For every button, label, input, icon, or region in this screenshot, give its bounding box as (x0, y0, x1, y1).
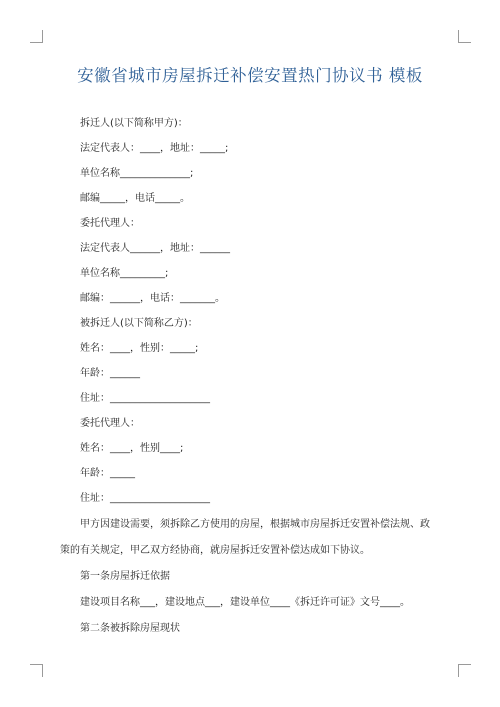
document-title: 安徽省城市房屋拆迁补偿安置热门协议书 模板 (77, 66, 423, 85)
line-demolishee-heading: 被拆迁人(以下简称乙方)： (80, 318, 198, 329)
line-agent-heading: 委托代理人： (80, 218, 140, 229)
crop-mark-top-right (458, 30, 471, 43)
crop-mark-bottom-left (30, 664, 43, 677)
line-postcode-phone: 邮编_____，电话_____。 (80, 193, 190, 204)
line-unit-name: 单位名称______________; (80, 168, 194, 179)
line-preamble-2: 策的有关规定，甲乙双方经协商，就房屋拆迁安置补偿达成如下协议。 (60, 545, 370, 556)
line-agent2-heading: 委托代理人： (80, 418, 140, 429)
line-agent-postcode-phone: 邮编：______，电话：_______。 (80, 293, 225, 304)
line-age: 年龄：______ (80, 368, 140, 379)
crop-mark-bottom-right (458, 664, 471, 677)
line-article-2: 第二条被拆除房屋现状 (80, 623, 180, 634)
line-agent2-age: 年龄：_____ (80, 468, 135, 479)
line-address: 住址：____________________ (80, 393, 210, 404)
line-agent2-name-gender: 姓名：____，性别____; (80, 443, 184, 454)
line-name-gender: 姓名：____，性别：_____; (80, 343, 199, 354)
line-demolisher-heading: 拆迁人(以下简称甲方)： (80, 118, 188, 129)
line-agent2-address: 住址：____________________ (80, 493, 210, 504)
line-agent-unit-name: 单位名称_________; (80, 268, 169, 279)
line-project-info: 建设项目名称___，建设地点___，建设单位____《拆迁许可证》文号____。 (80, 597, 410, 608)
line-article-1: 第一条房屋拆迁依据 (80, 571, 170, 582)
crop-mark-top-left (30, 30, 43, 43)
line-preamble-1: 甲方因建设需要，须拆除乙方使用的房屋，根据城市房屋拆迁安置补偿法规、政 (80, 519, 430, 530)
line-agent-legal-rep: 法定代表人______，地址：______ (80, 243, 230, 254)
line-legal-rep: 法定代表人：____，地址：_____; (80, 143, 229, 154)
